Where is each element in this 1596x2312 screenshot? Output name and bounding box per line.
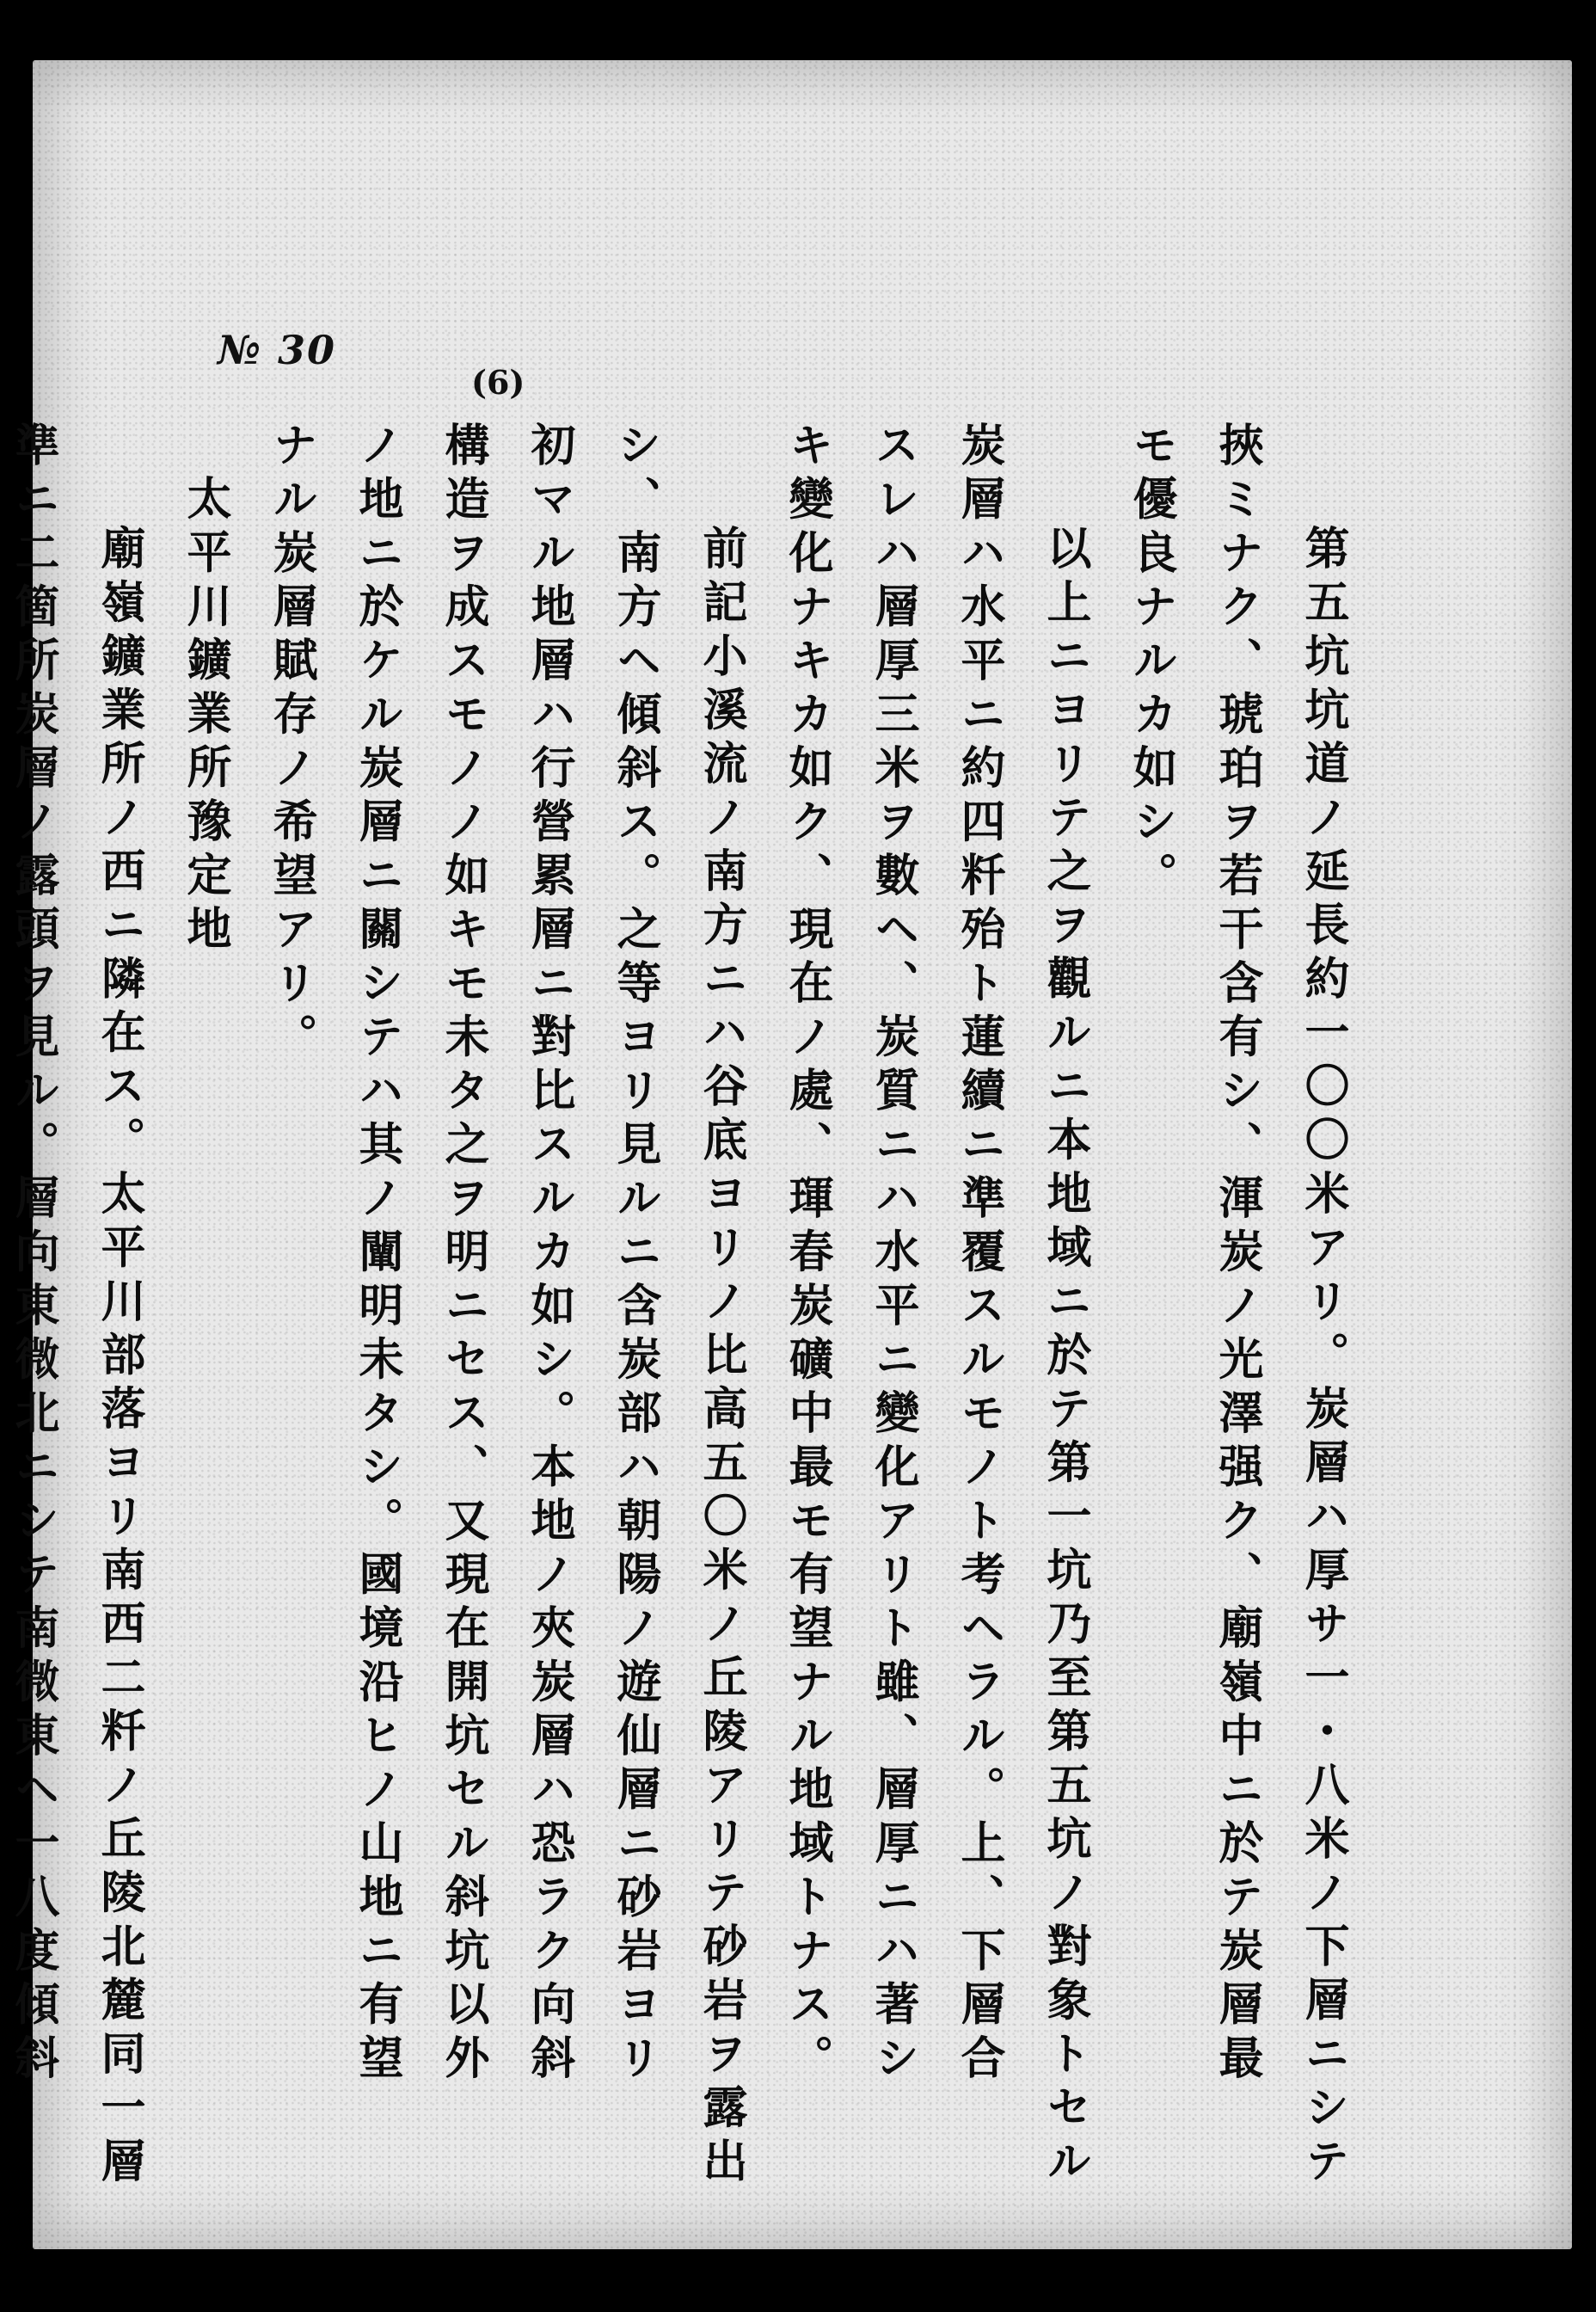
text-line: 前記小溪流ノ南方ニハ谷底ヨリノ比高五〇米ノ丘陵アリテ砂岩ヲ露出 <box>695 524 746 2192</box>
text-line: 廟嶺鑛業所ノ西ニ隣在ス。太平川部落ヨリ南西二粁ノ丘陵北麓同一層 <box>93 524 144 2192</box>
text-line: ノ地ニ於ケル炭層ニ關シテハ其ノ闡明未タシ。國境沿ヒノ山地ニ有望 <box>351 421 402 2088</box>
text-line: ナル炭層賦存ノ希望アリ。 <box>265 421 316 1067</box>
text-line: スレハ層厚三米ヲ數ヘ、炭質ニハ水平ニ變化アリト雖、層厚ニハ著シ <box>867 421 918 2088</box>
section-number: (6) <box>471 363 525 402</box>
section-heading: 太平川鑛業所豫定地 <box>179 475 230 959</box>
text-line: 準ニ二箇所炭層ノ露頭ヲ見ル。層向東微北ニシテ南微東ヘ一八度傾斜 <box>7 421 58 2088</box>
page-number: № 30 <box>218 327 337 373</box>
text-line: 挾ミナク、琥珀ヲ若干含有シ、渾炭ノ光澤强ク、廟嶺中ニ於テ炭層最 <box>1211 421 1262 2088</box>
text-line: キ變化ナキカ如ク、現在ノ處、琿春炭礦中最モ有望ナル地域トナス。 <box>781 421 832 2088</box>
document-sheet <box>7 60 1572 2249</box>
text-line: 構造ヲ成スモノノ如キモ未タ之ヲ明ニセス、又現在開坑セル斜坑以外 <box>437 421 488 2088</box>
text-line: 炭層ハ水平ニ約四粁殆ト蓮續ニ準覆スルモノト考ヘラル。上、下層合 <box>953 421 1004 2088</box>
text-line: 初マル地層ハ行營累層ニ對比スルカ如シ。本地ノ夾炭層ハ恐ラク向斜 <box>523 421 574 2088</box>
text-line: 以上ニヨリテ之ヲ觀ルニ本地域ニ於テ第一坑乃至第五坑ノ對象トセル <box>1039 524 1090 2192</box>
vertical-text-body <box>7 421 1366 2245</box>
text-line: 第五坑坑道ノ延長約一〇〇米アリ。炭層ハ厚サ一・八米ノ下層ニシテ <box>1297 524 1348 2192</box>
text-line: シ、南方ヘ傾斜ス。之等ヨリ見ルニ含炭部ハ朝陽ノ遊仙層ニ砂岩ヨリ <box>609 421 660 2088</box>
text-line: モ優良ナルカ如シ。 <box>1125 421 1176 906</box>
